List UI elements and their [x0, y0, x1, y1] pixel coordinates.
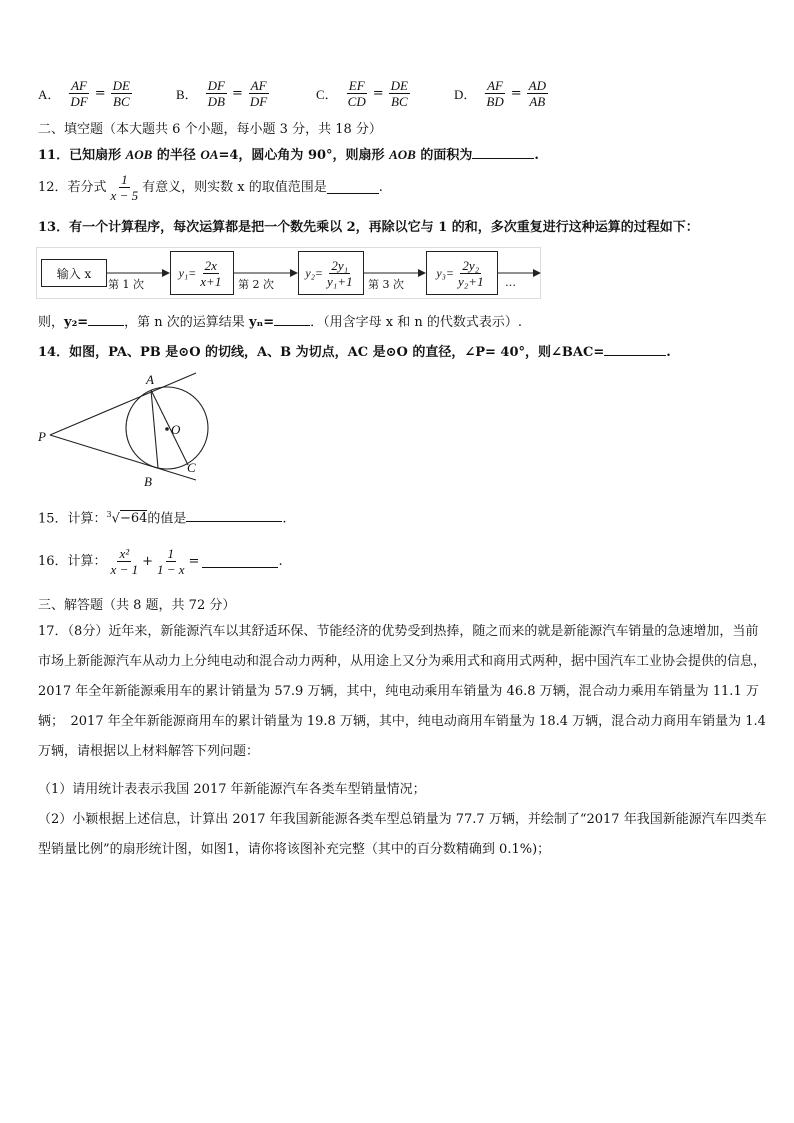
question-11: 11．已知扇形 AOB 的半径 OA=4，圆心角为 90°，则扇形 AOB 的面积为 .	[38, 147, 539, 163]
flow-arrowhead-3	[418, 269, 426, 277]
fraction: $\frac{\text{x²}}{x - 1}$	[110, 546, 139, 577]
answer-blank[interactable]	[202, 555, 278, 568]
flow-arrowhead-2	[290, 269, 298, 277]
option-d: D． $\frac{AF}{BD}$ = $\frac{AD}{AB}$	[454, 78, 546, 109]
fraction: $\frac{AF}{DF}$	[249, 78, 268, 109]
question-16: 16．计算： $\frac{\text{x²}}{x - 1}$ + $\frac{1}{1 - x}$ = .	[38, 546, 283, 577]
question-17-text: 17．（8分）近年来，新能源汽车以其舒适环保、节能经济的优势受到热捧，随之而来的就是新能源汽车销量的急速增加，当前市场上新能源汽车从动力上分纯电动和混合动力两种，从用途上又分为乘用式和商用式两种，据中国汽车工业协会提供的信息，2017 年全年新能源乘用车的累计销量为 57.9 万辆，其中，纯电动乘用车销量为 46.8 万辆，混合动力乘用车销量为 11.1 万辆； 2017 年全年新能源商用车的累计销量为 19.8 万辆，其中，纯电动商用车销量为 18.4 万辆，混合动力商用车销量为 1.4 万辆，请根据以上材料解答下列问题：	[38, 624, 767, 759]
fraction: $\frac{AF}{DF}$	[70, 78, 88, 109]
flow-box-y3: y₃= $\frac{\text{2y₂}}{\text{y₂+1}}$	[426, 251, 498, 295]
question-13-answer: 则，y₂= ，第 n 次的运算结果 yₙ= ．（用含字母 x 和 n 的代数式表示）.	[38, 315, 523, 330]
question-15: 15．计算：$^3$√−64的值是 .	[38, 510, 287, 527]
answer-blank[interactable]	[327, 181, 379, 194]
flow-input-box: 输入 x	[41, 259, 107, 287]
answer-blank[interactable]	[604, 343, 666, 356]
answer-blank[interactable]	[186, 509, 282, 522]
fraction: $\frac{AD}{AB}$	[528, 78, 546, 109]
flow-step-label: 第 1 次	[108, 278, 144, 291]
label-p: P	[38, 429, 46, 444]
flow-box-y2: y₂= $\frac{\text{2y₁}}{\text{y₁+1}}$	[298, 251, 364, 295]
question-13: 13．有一个计算程序，每次运算都是把一个数先乘以 2，再除以它与 1 的和，多次重复进行这种运算的过程如下：	[38, 220, 699, 235]
question-14: 14．如图，PA、PB 是⊙O 的切线，A、B 为切点，AC 是⊙O 的直径，∠P= 40°，则∠BAC= .	[38, 345, 671, 360]
tangent-pb	[50, 435, 196, 480]
flow-ellipsis: …	[505, 276, 516, 289]
fraction: $\frac{\text{2y₂}}{\text{y₂+1}}$	[458, 257, 484, 289]
flow-step-label: 第 3 次	[368, 278, 404, 291]
answer-blank[interactable]	[472, 146, 534, 159]
fraction: $\frac{\text{2y₁}}{\text{y₁+1}}$	[327, 257, 353, 289]
label-o: O	[171, 422, 181, 437]
answer-blank[interactable]	[88, 313, 124, 326]
option-c: C． $\frac{EF}{CD}$ = $\frac{DE}{BC}$	[316, 78, 408, 109]
fraction: $\frac{2x}{x+1}$	[200, 257, 222, 289]
label-b: B	[144, 474, 152, 489]
section-heading-fill-blank: 二、填空题（本大题共 6 个小题，每小题 3 分，共 18 分）	[38, 122, 382, 137]
label-c: C	[187, 460, 196, 475]
fraction: $\frac{DE}{BC}$	[390, 78, 408, 109]
radical-sign: √	[111, 511, 120, 527]
question-12: 12．若分式 $\frac{1}{x - 5}$ 有意义，则实数 x 的取值范围是 .	[38, 172, 383, 203]
question-17-part-1: （1）请用统计表表示我国 2017 年新能源汽车各类车型销量情况；	[38, 782, 426, 797]
fraction: $\frac{DE}{BC}$	[112, 78, 130, 109]
option-a: A． $\frac{AF}{DF}$ = $\frac{DE}{BC}$	[38, 78, 130, 109]
center-point	[165, 427, 169, 431]
flow-arrowhead-4	[533, 269, 541, 277]
fraction: $\frac{EF}{CD}$	[347, 78, 366, 109]
fraction: $\frac{1}{x - 5}$	[110, 172, 139, 203]
answer-blank[interactable]	[274, 313, 310, 326]
flow-arrowhead-1	[162, 269, 170, 277]
fraction: $\frac{DF}{DB}$	[207, 78, 226, 109]
flow-box-y1: y₁= $\frac{2x}{x+1}$	[170, 251, 234, 295]
flow-step-label: 第 2 次	[238, 278, 274, 291]
question-17-part-2: （2）小颖根据上述信息，计算出 2017 年我国新能源各类车型总销量为 77.7 万辆，并绘制了“2017 年我国新能源汽车四类车型销量比例”的扇形统计图，如图1，请你将该图补充完整（其中的百分数精确到 0.1%)；	[38, 812, 767, 857]
fraction: $\frac{AF}{BD}$	[486, 78, 504, 109]
section-heading-solve: 三、解答题（共 8 题，共 72 分）	[38, 598, 236, 613]
label-a: A	[146, 372, 154, 387]
fraction: $\frac{1}{1 - x}$	[157, 546, 185, 577]
option-b: B． $\frac{DF}{DB}$ = $\frac{AF}{DF}$	[176, 78, 268, 109]
